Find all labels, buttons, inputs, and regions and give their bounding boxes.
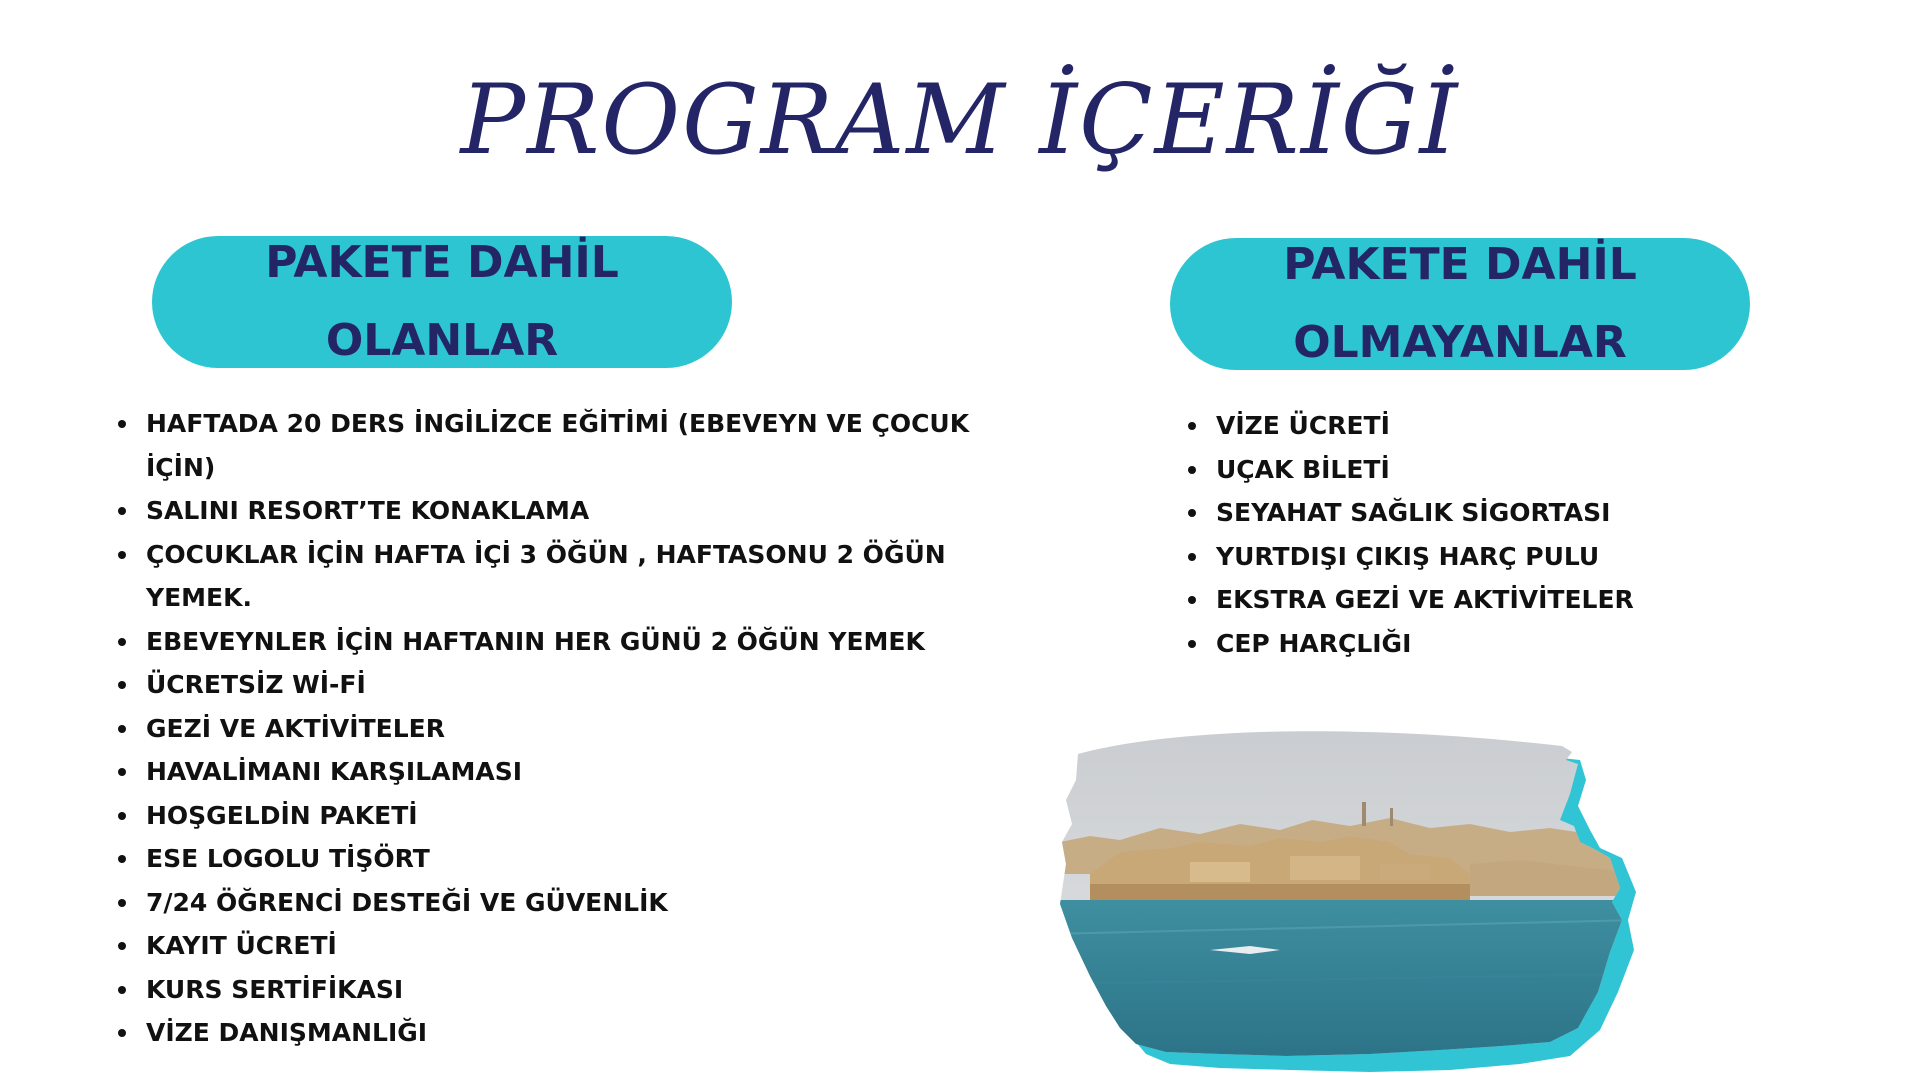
list-item: YURTDIŞI ÇIKIŞ HARÇ PULU <box>1188 535 1748 579</box>
excluded-heading-pill <box>1170 238 1750 370</box>
list-item: 7/24 ÖĞRENCİ DESTEĞİ VE GÜVENLİK <box>118 881 978 925</box>
list-item: ÇOCUKLAR İÇİN HAFTA İÇİ 3 ÖĞÜN , HAFTASONU 2 ÖĞÜN YEMEK. <box>118 533 978 620</box>
list-item: GEZİ VE AKTİVİTELER <box>118 707 978 751</box>
list-item: HAVALİMANI KARŞILAMASI <box>118 750 978 794</box>
list-item: HOŞGELDİN PAKETİ <box>118 794 978 838</box>
included-heading-line1: PAKETE DAHİL <box>265 237 619 288</box>
included-heading <box>152 224 732 380</box>
included-list <box>118 402 978 1055</box>
list-item: CEP HARÇLIĞI <box>1188 622 1748 666</box>
included-heading-pill <box>152 236 732 368</box>
list-item: VİZE DANIŞMANLIĞI <box>118 1011 978 1055</box>
list-item: HAFTADA 20 DERS İNGİLİZCE EĞİTİMİ (EBEVEYN VE ÇOCUK İÇİN) <box>118 402 978 489</box>
list-item: KURS SERTİFİKASI <box>118 968 978 1012</box>
page-title: PROGRAM İÇERİĞİ <box>460 64 1460 176</box>
excluded-heading-line1: PAKETE DAHİL <box>1283 239 1637 290</box>
included-heading-line2: OLANLAR <box>325 315 559 366</box>
list-item: EBEVEYNLER İÇİN HAFTANIN HER GÜNÜ 2 ÖĞÜN YEMEK <box>118 620 978 664</box>
list-item: SALINI RESORT’TE KONAKLAMA <box>118 489 978 533</box>
list-item: VİZE ÜCRETİ <box>1188 404 1748 448</box>
list-item: EKSTRA GEZİ VE AKTİVİTELER <box>1188 578 1748 622</box>
excluded-heading <box>1170 226 1750 382</box>
list-item: KAYIT ÜCRETİ <box>118 924 978 968</box>
excluded-heading-line2: OLMAYANLAR <box>1293 317 1627 368</box>
malta-harbor-photo <box>1050 724 1640 1074</box>
list-item: SEYAHAT SAĞLIK SİGORTASI <box>1188 491 1748 535</box>
list-item: UÇAK BİLETİ <box>1188 448 1748 492</box>
list-item: ÜCRETSİZ Wİ-Fİ <box>118 663 978 707</box>
excluded-list <box>1188 404 1748 665</box>
list-item: ESE LOGOLU TİŞÖRT <box>118 837 978 881</box>
